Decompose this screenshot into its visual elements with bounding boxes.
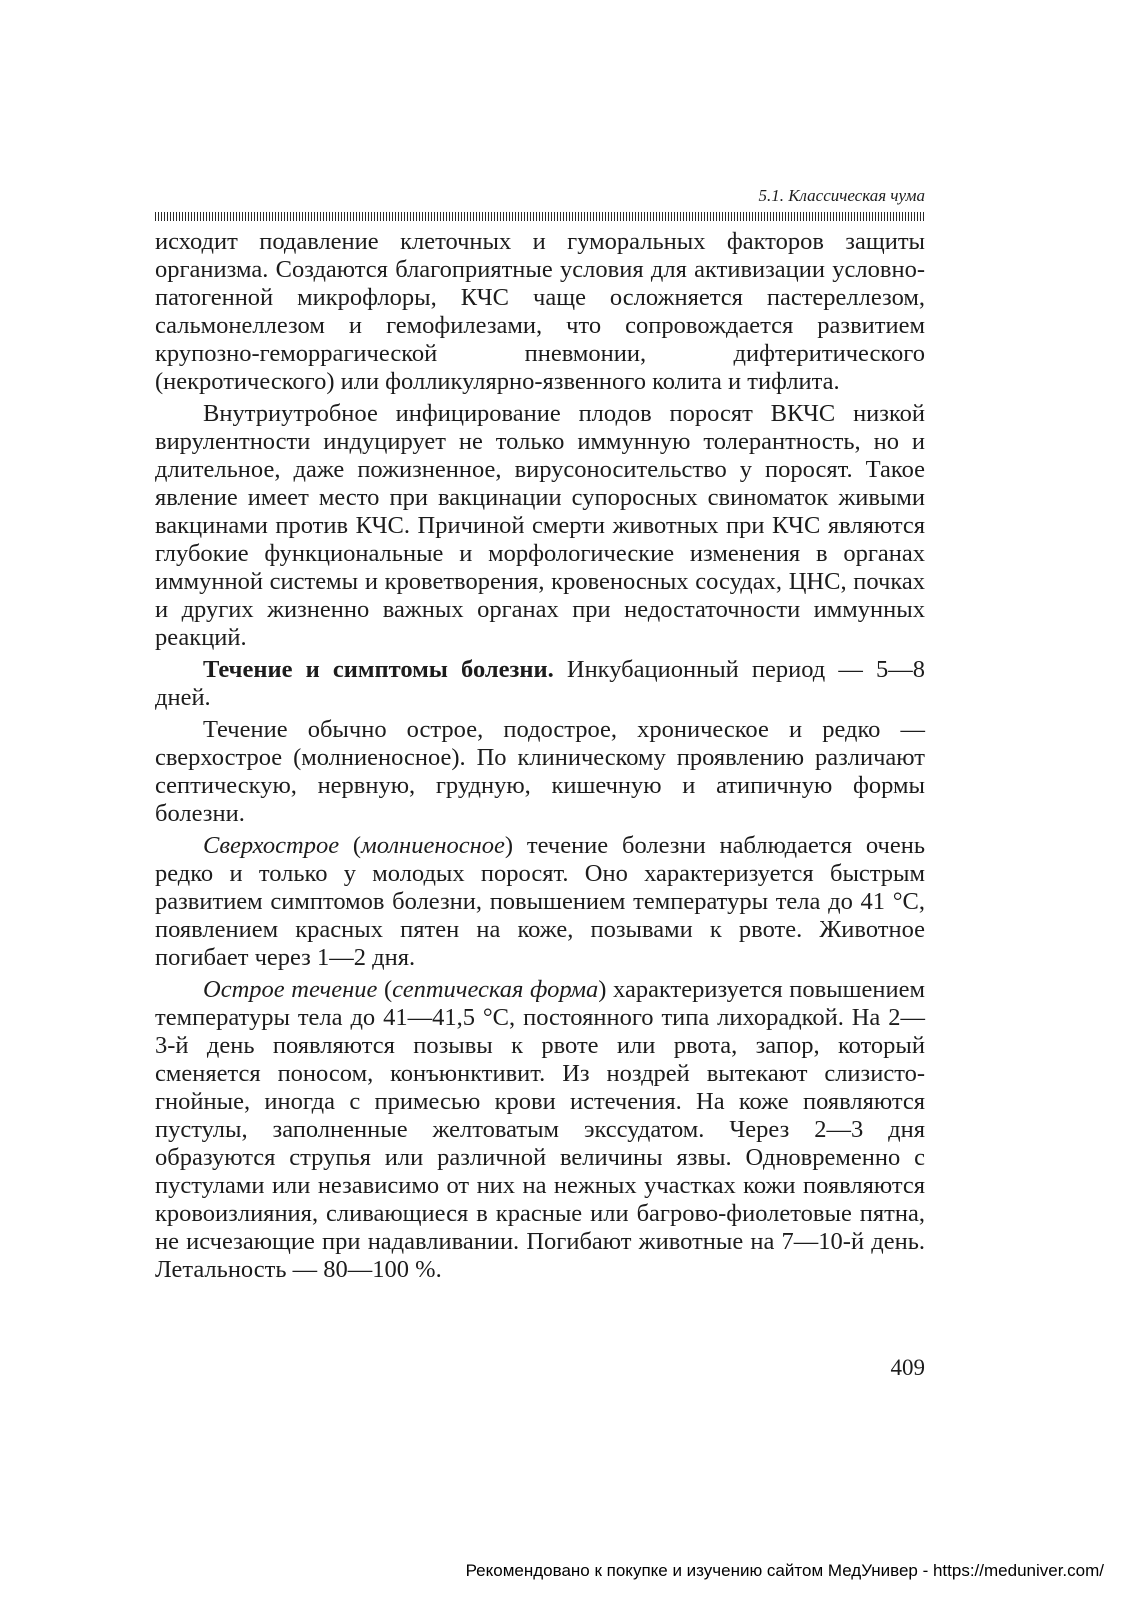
running-head: 5.1. Классическая чума — [758, 186, 925, 205]
paragraph-2 — [155, 400, 925, 652]
paragraph-text: ) характеризуется повышением температуры тела до 41—41,5 °С, постоянного типа лихорадкой. На 2—3-й день появляются позывы к рвоте или рвота, запор, который сменяется поносом, конъюнктивит. Из ноздрей вытекают слизисто-гнойные, иногда с примесью крови истечения. На коже появляются пустулы, заполненные желтоватым экссудатом. Через 2—3 дня образуются струпья или различной величины язвы. Одновременно с пустулами или независимо от них на нежных участках кожи появляются кровоизлияния, сливающиеся в красные или багрово-фиолетовые пятна, не исчезающие при надавливании. Погибают животные на 7—10-й день. Летальность — 80—100 %. — [155, 976, 925, 1283]
italic-term: молниеносное — [361, 832, 505, 859]
italic-term: септическая форма — [392, 976, 599, 1003]
paragraph-6 — [155, 976, 925, 1284]
header-rule — [155, 212, 925, 221]
paragraph-3 — [155, 656, 925, 712]
italic-term: Острое течение — [203, 976, 378, 1003]
paragraph-text: Внутриутробное инфицирование плодов поросят ВКЧС низкой вирулентности индуцирует не только иммунную толерантность, но и длительное, даже пожизненное, вирусоносительство у поросят. Такое явление имеет место при вакцинации супоросных свиноматок живыми вакцинами против КЧС. Причиной смерти животных при КЧС являются глубокие функциональные и морфологические изменения в органах иммунной системы и кроветворения, кровеносных сосудах, ЦНС, почках и других жизненно важных органах при недостаточности иммунных реакций. — [155, 400, 925, 651]
footer-note: Рекомендовано к покупке и изучению сайтом МедУнивер - https://meduniver.com/ — [465, 1561, 1104, 1580]
paragraph-1 — [155, 228, 925, 396]
section-heading: Течение и симптомы болезни. — [203, 656, 554, 683]
paragraph-text: Инкубационный период — 5—8 дней. — [155, 656, 925, 711]
paragraph-5 — [155, 832, 925, 972]
paragraph-4 — [155, 716, 925, 828]
paragraph-text: ( — [377, 976, 393, 1003]
italic-term: Сверхострое — [203, 832, 340, 859]
paragraph-text: ) течение болезни наблюдается очень редко и только у молодых поросят. Оно характеризуется быстрым развитием симптомов болезни, повышением температуры тела до 41 °С, появлением красных пятен на коже, позывами к рвоте. Животное погибает через 1—2 дня. — [155, 832, 925, 971]
page-number: 409 — [890, 1355, 925, 1380]
paragraph-text: ( — [339, 832, 362, 859]
paragraph-text: Течение обычно острое, подострое, хроническое и редко — сверхострое (молниеносное). По клиническому проявлению различают септическую, нервную, грудную, кишечную и атипичную формы болезни. — [155, 716, 925, 827]
paragraph-text: исходит подавление клеточных и гуморальных факторов защиты организма. Создаются благоприятные условия для активизации условно-патогенной микрофлоры, КЧС чаще осложняется пастереллезом, сальмонеллезом и гемофилезами, что сопровождается развитием крупозно-геморрагической пневмонии, дифтеритического (некротического) или фолликулярно-язвенного колита и тифлита. — [155, 228, 925, 395]
page-body — [155, 228, 925, 1288]
